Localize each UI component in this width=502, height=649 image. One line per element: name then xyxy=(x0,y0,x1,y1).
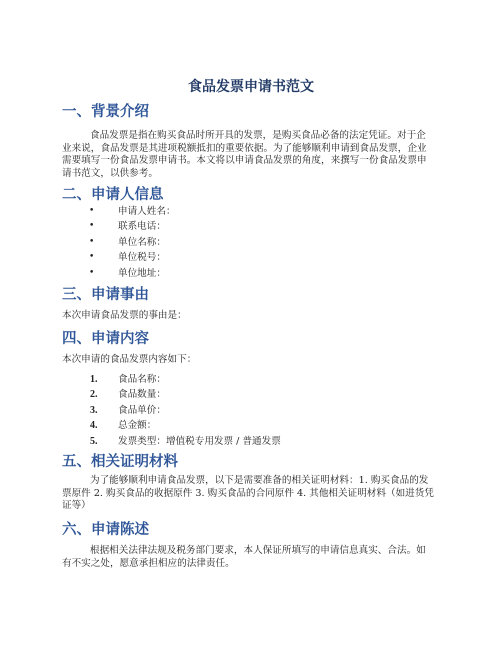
list-item xyxy=(0,250,502,265)
list-item xyxy=(0,418,502,433)
paragraph-evidence xyxy=(62,475,434,513)
document-title: 食品发票申请书范文 xyxy=(188,79,314,95)
list-number: 5. xyxy=(90,435,98,447)
list-item xyxy=(0,434,502,449)
paragraph-background-text: 食品发票是指在购买食品时所开具的发票，是购买食品必备的法定凭证。对于企业来说，食品发票是其进项税额抵扣的重要依据。为了能够顺利申请到食品发票，企业需要填写一份食品发票申请书。本文将以申请食品发票的角度，来撰写一份食品发票申请书范文，以供参考。 xyxy=(62,130,427,179)
heading-applicant: 二、申请人信息 xyxy=(62,187,164,203)
unit-price-label: 食品单价： xyxy=(118,404,166,416)
food-name-label: 食品名称： xyxy=(118,374,166,385)
applicant-name-label: 申请人姓名： xyxy=(118,206,176,217)
paragraph-content-intro: 本次申请的食品发票内容如下： xyxy=(62,354,197,365)
heading-reason: 三、申请事由 xyxy=(62,287,149,303)
list-item xyxy=(0,403,502,418)
tax-id-label: 单位税号： xyxy=(118,252,166,264)
list-item xyxy=(0,266,502,281)
total-amount-label: 总金额： xyxy=(118,420,157,432)
heading-statement: 六、申请陈述 xyxy=(62,522,149,538)
invoice-content-list xyxy=(0,372,502,449)
heading-content: 四、申请内容 xyxy=(62,331,149,347)
paragraph-background xyxy=(62,130,434,180)
bullet-icon: • xyxy=(89,236,95,247)
bullet-icon: • xyxy=(89,206,95,216)
paragraph-statement xyxy=(62,545,434,570)
heading-evidence: 五、相关证明材料 xyxy=(62,454,178,470)
paragraph-evidence-text: 为了能够顺利申请食品发票，以下是需要准备的相关证明材料：1. 购买食品的发票原件 2. 购买食品的收据原件 3. 购买食品的合同原件 4. 其他相关证明材料（如进货凭证等） xyxy=(62,475,434,512)
bullet-icon: • xyxy=(89,267,95,278)
heading-background: 一、背景介绍 xyxy=(62,104,149,120)
phone-label: 联系电话： xyxy=(118,221,166,233)
list-number: 4. xyxy=(90,420,98,432)
company-address-label: 单位地址： xyxy=(118,267,166,279)
list-item xyxy=(0,204,502,219)
bullet-icon: • xyxy=(89,221,95,232)
list-number: 3. xyxy=(90,404,98,416)
paragraph-reason: 本次申请食品发票的事由是： xyxy=(62,310,187,321)
invoice-type-label: 发票类型：增值税专用发票 / 普通发票 xyxy=(118,435,281,447)
bullet-icon: • xyxy=(89,252,95,263)
list-item xyxy=(0,372,502,387)
food-quantity-label: 食品数量： xyxy=(118,389,166,401)
list-item xyxy=(0,219,502,234)
applicant-info-list xyxy=(0,204,502,281)
list-item xyxy=(0,235,502,250)
list-number: 1. xyxy=(90,374,98,385)
list-number: 2. xyxy=(90,389,98,401)
company-name-label: 单位名称： xyxy=(118,236,166,248)
paragraph-statement-text: 根据相关法律法规及税务部门要求，本人保证所填写的申请信息真实、合法。如有不实之处，愿意承担相应的法律责任。 xyxy=(62,545,426,569)
list-item xyxy=(0,387,502,402)
